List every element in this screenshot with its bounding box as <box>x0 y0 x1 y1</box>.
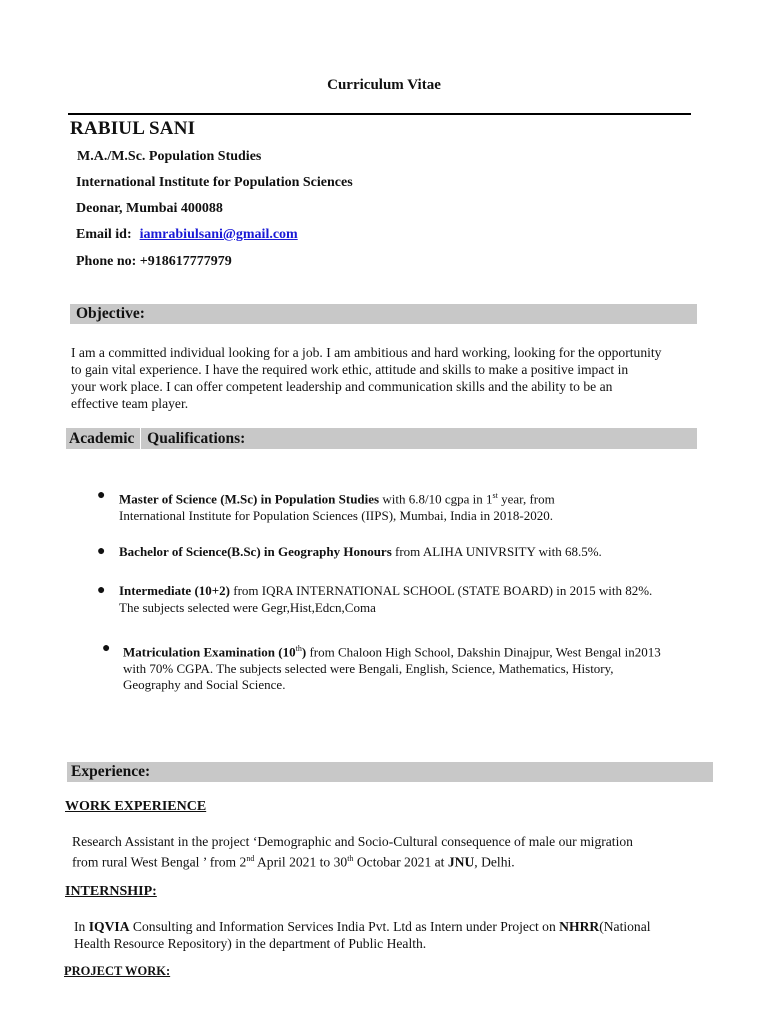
academic-heading-a: Academic <box>69 430 135 447</box>
experience-heading: Experience: <box>67 762 713 782</box>
objective-paragraph <box>71 344 721 412</box>
academic-heading <box>66 428 697 449</box>
qual-detail: from Chaloon High School, Dakshin Dinajpur, West Bengal in2013 <box>306 644 661 660</box>
work-institution: JNU <box>447 854 475 870</box>
intern-company: IQVIA <box>88 919 130 934</box>
objective-line: to gain vital experience. I have the required work ethic, attitude and skills to make a positive impact in <box>71 362 629 377</box>
work-experience-paragraph <box>72 833 732 871</box>
bullet-icon: ● <box>97 583 106 598</box>
internship-heading: INTERNSHIP: <box>65 884 157 899</box>
work-text: , Delhi. <box>474 854 515 870</box>
bullet-icon: ● <box>97 488 106 503</box>
document-title: Curriculum Vitae <box>327 77 441 93</box>
qual-detail-tail: year, from <box>497 491 555 507</box>
intern-line1 <box>74 918 734 935</box>
email-label: Email id: <box>76 227 132 242</box>
intern-line2: Health Resource Repository) in the department of Public Health. <box>74 936 427 951</box>
qual-sup: th <box>295 644 302 653</box>
work-line2 <box>72 850 732 871</box>
address-line: Deonar, Mumbai 400088 <box>76 201 223 216</box>
qualification-item <box>123 641 723 694</box>
candidate-name: RABIUL SANI <box>70 118 196 139</box>
qual-detail: from IQRA INTERNATIONAL SCHOOL (STATE BOARD) in 2015 with 82%. <box>230 583 653 598</box>
phone-line: Phone no: +918617777979 <box>76 254 232 269</box>
project-work-heading: PROJECT WORK: <box>64 964 171 978</box>
qualification-item <box>119 488 719 524</box>
work-line1: Research Assistant in the project ‘Demographic and Socio-Cultural consequence of male our migration <box>72 834 633 849</box>
objective-heading: Objective: <box>70 304 697 324</box>
heading-divider <box>140 428 141 449</box>
work-text: Octobar 2021 at <box>353 854 448 870</box>
intern-project: NHRR <box>559 919 600 934</box>
objective-line: effective team player. <box>71 396 189 411</box>
title-rule <box>68 113 691 115</box>
qual-detail: with 6.8/10 cgpa in 1 <box>379 491 493 507</box>
intern-text: (National <box>599 919 651 934</box>
qual-title-close: ) <box>301 644 307 660</box>
qual-line3: Geography and Social Science. <box>123 677 286 693</box>
qual-title: Master of Science (M.Sc) in Population Studies <box>119 491 380 507</box>
qual-line2: International Institute for Population Sciences (IIPS), Mumbai, India in 2018-2020. <box>119 507 553 523</box>
bullet-icon: ● <box>97 544 106 559</box>
intern-text: Consulting and Information Services India Pvt. Ltd as Intern under Project on <box>129 919 560 934</box>
work-sup: nd <box>246 854 255 863</box>
academic-heading-b: Qualifications: <box>147 430 246 447</box>
qual-line2: with 70% CGPA. The subjects selected were Bengali, English, Science, Mathematics, History, <box>123 660 614 676</box>
objective-line: your work place. I can offer competent leadership and communication skills and the ability to be an <box>71 379 613 394</box>
qual-title: Matriculation Examination (10 <box>123 644 296 660</box>
work-text: from rural West Bengal ’ from 2 <box>72 854 247 870</box>
qualification-item <box>119 544 719 561</box>
objective-line: I am a committed individual looking for a job. I am ambitious and hard working, looking for the opportunity <box>71 345 662 360</box>
email-link[interactable]: iamrabiulsani@gmail.com <box>139 227 298 242</box>
qual-sup: st <box>492 491 498 500</box>
qual-line2: The subjects selected were Gegr,Hist,Edcn,Coma <box>119 599 376 615</box>
qualification-item <box>119 583 719 616</box>
bullet-icon: ● <box>102 641 111 656</box>
internship-paragraph <box>74 918 734 952</box>
work-experience-heading: WORK EXPERIENCE <box>65 799 207 814</box>
qual-title: Intermediate (10+2) <box>119 583 231 598</box>
degree-line: M.A./M.Sc. Population Studies <box>77 149 262 164</box>
qual-detail: from ALIHA UNIVRSITY with 68.5%. <box>391 544 602 559</box>
institute-line: International Institute for Population Sciences <box>76 175 353 190</box>
intern-text: In <box>74 919 89 934</box>
email-line <box>76 227 298 243</box>
work-text: April 2021 to 30 <box>254 854 348 870</box>
work-sup: th <box>347 854 354 863</box>
qual-title: Bachelor of Science(B.Sc) in Geography Honours <box>119 544 392 559</box>
